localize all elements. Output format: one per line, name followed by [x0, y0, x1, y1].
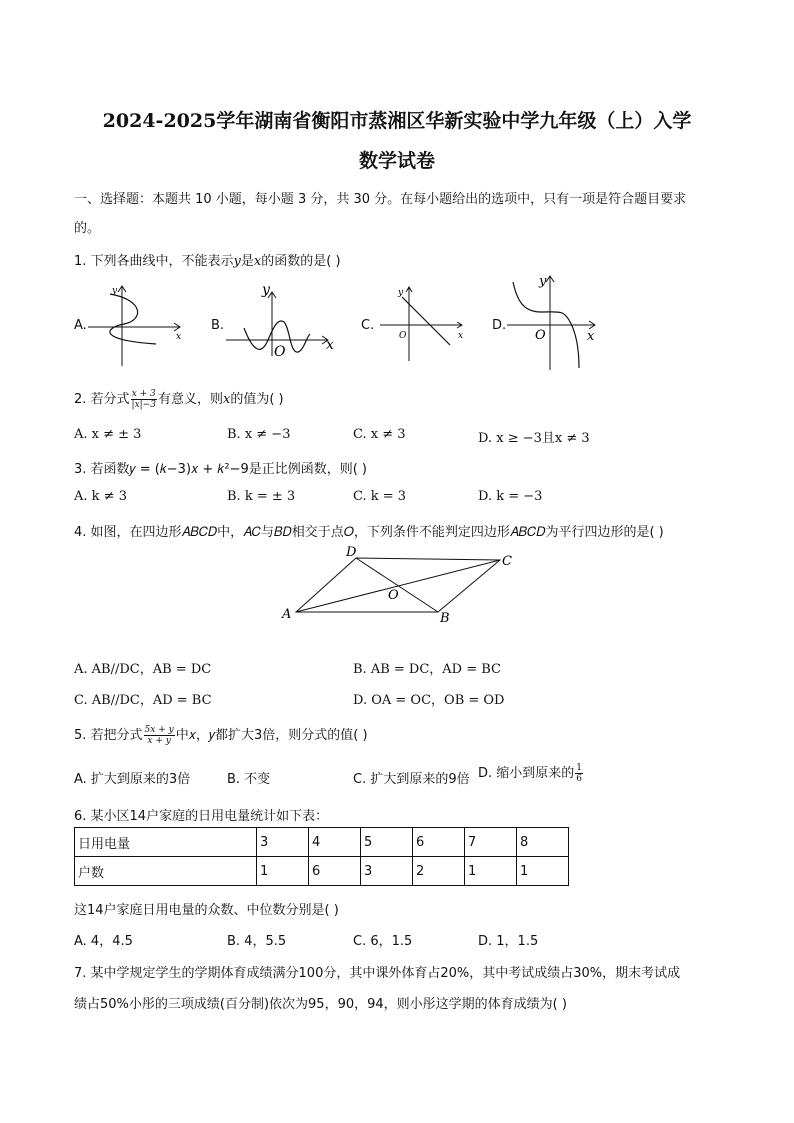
q1-graph-c	[380, 283, 470, 363]
table-cell: 3	[361, 857, 413, 886]
q4-label-c: C	[502, 554, 512, 569]
q5-suffix: 中𝑥，𝑦都扩大3倍，则分式的值( )	[175, 728, 368, 743]
q1b-axis-y: y	[262, 282, 270, 298]
q1-prefix: 1. 下列各曲线中，不能表示	[74, 254, 234, 269]
q4-option-c: C. AB//DC，AD = BC	[74, 693, 212, 708]
q5-option-c: C. 扩大到原来的9倍	[353, 772, 470, 787]
q6-option-b: B. 4，5.5	[227, 934, 287, 949]
q5-d-frac-num: 1	[576, 763, 583, 773]
question-1	[74, 250, 341, 269]
section-instruction-line2: 的。	[74, 221, 101, 236]
table-cell: 户数	[75, 857, 257, 886]
q6-option-c: C. 6，1.5	[353, 934, 413, 949]
q1-option-c-label: C.	[361, 318, 375, 333]
q4-option-a: A. AB//DC，AB = DC	[74, 662, 212, 677]
section-instruction-line1: 一、选择题：本题共 10 小题，每小题 3 分，共 30 分。在每小题给出的选项中，只有一项是符合题目要求	[74, 192, 687, 207]
q5-frac-num: 5x + y	[144, 725, 174, 735]
q2-option-a: A. x ≠ ± 3	[74, 427, 142, 442]
q1c-axis-x: x	[458, 331, 464, 341]
q2-suffix2: 的值为( )	[230, 392, 284, 407]
q1b-origin: O	[274, 344, 286, 358]
q5-d-frac-den: 6	[576, 774, 583, 784]
q1c-origin: O	[399, 331, 407, 341]
q6-question-text: 这14户家庭日用电量的众数、中位数分别是( )	[74, 903, 339, 918]
q2-fraction	[131, 389, 157, 410]
q1d-origin: O	[535, 328, 546, 343]
table-cell: 6	[309, 857, 361, 886]
table-cell: 6	[413, 828, 465, 857]
q1a-axis-x: x	[176, 332, 182, 342]
table-row	[75, 857, 569, 886]
q4-option-b: B. AB = DC，AD = BC	[353, 662, 501, 677]
q1-mid: 是	[240, 254, 254, 269]
q1d-axis-y: y	[539, 274, 547, 289]
q5-option-d	[478, 762, 584, 784]
table-cell: 2	[413, 857, 465, 886]
q4-label-o: O	[388, 588, 399, 603]
question-4: 4. 如图，在四边形𝐴𝐵𝐶𝐷中，𝐴𝐶与𝐵𝐷相交于点𝑂，下列条件不能判定四边形𝐴𝐵𝐶𝐷为平行四边形的是( )	[74, 525, 664, 540]
q2-option-d: D. x ≥ −3且x ≠ 3	[478, 431, 590, 446]
table-cell: 7	[465, 828, 517, 857]
table-cell: 3	[257, 828, 309, 857]
q2-frac-den: |x|−3	[131, 400, 156, 410]
q5-option-d-text: D. 缩小到原来的	[478, 766, 575, 781]
q1-graph-b	[224, 278, 339, 358]
question-2	[74, 388, 284, 410]
q1d-axis-x: x	[587, 329, 595, 344]
table-cell: 8	[517, 828, 569, 857]
q1-var-y: y	[233, 254, 241, 269]
table-cell: 1	[257, 857, 309, 886]
question-5	[74, 724, 368, 746]
table-cell: 1	[517, 857, 569, 886]
table-cell: 4	[309, 828, 361, 857]
q1c-axis-y: y	[398, 288, 404, 298]
table-row	[75, 828, 569, 857]
q3-option-a: A. k ≠ 3	[74, 489, 127, 504]
q4-label-a: A	[282, 607, 292, 622]
exam-title-line1: 2024-2025学年湖南省衡阳市蒸湘区华新实验中学九年级（上）入学	[102, 110, 692, 132]
question-3: 3. 若函数𝑦 = (𝑘−3)𝑥 + 𝑘²−9是正比例函数，则( )	[74, 462, 368, 477]
table-cell: 1	[465, 857, 517, 886]
q1-option-d-label: D.	[492, 318, 507, 333]
q5-option-b: B. 不变	[227, 772, 271, 787]
q5-option-a: A. 扩大到原来的3倍	[74, 772, 191, 787]
q5-prefix: 5. 若把分式	[74, 728, 143, 743]
q2-option-c: C. x ≠ 3	[353, 427, 406, 442]
q1-graph-a	[88, 280, 188, 370]
question-7-line1: 7. 某中学规定学生的学期体育成绩满分100分，其中课外体育占20%，其中考试成绩占30%，期末考试成	[74, 966, 681, 981]
q4-label-b: B	[440, 611, 450, 626]
q1b-axis-x: x	[326, 337, 334, 353]
table-cell: 日用电量	[75, 828, 257, 857]
q4-label-d: D	[346, 545, 357, 560]
q1a-axis-y: y	[112, 286, 118, 296]
q2-suffix: 有意义，则	[157, 392, 223, 407]
q2-prefix: 2. 若分式	[74, 392, 130, 407]
q4-parallelogram-figure	[278, 540, 518, 630]
q3-option-d: D. k = −3	[478, 489, 543, 504]
q2-var-x: x	[222, 392, 231, 407]
q6-electricity-table	[74, 827, 569, 886]
q6-option-d: D. 1，1.5	[478, 934, 539, 949]
q1-graph-d	[507, 270, 602, 375]
q3-option-b: B. k = ± 3	[227, 489, 296, 504]
q1-option-b-label: B.	[211, 318, 225, 333]
q5-fraction	[144, 725, 175, 746]
q3-option-c: C. k = 3	[353, 489, 407, 504]
question-6: 6. 某小区14户家庭的日用电量统计如下表：	[74, 809, 329, 824]
q5-frac-den: x + y	[147, 736, 171, 746]
q4-option-d: D. OA = OC，OB = OD	[353, 693, 505, 708]
question-7-line2: 绩占50%小彤的三项成绩(百分制)依次为95，90，94，则小彤这学期的体育成绩为( )	[74, 997, 567, 1012]
exam-title-line2: 数学试卷	[358, 150, 435, 172]
q2-option-b: B. x ≠ −3	[227, 427, 291, 442]
q1-var-x: x	[253, 254, 262, 269]
q6-option-a: A. 4，4.5	[74, 934, 133, 949]
table-cell: 5	[361, 828, 413, 857]
q5-option-d-fraction	[575, 763, 583, 784]
q2-frac-num: x + 3	[131, 389, 156, 399]
q1-option-a-label: A.	[74, 318, 87, 333]
q1-suffix: 的函数的是( )	[261, 254, 341, 269]
